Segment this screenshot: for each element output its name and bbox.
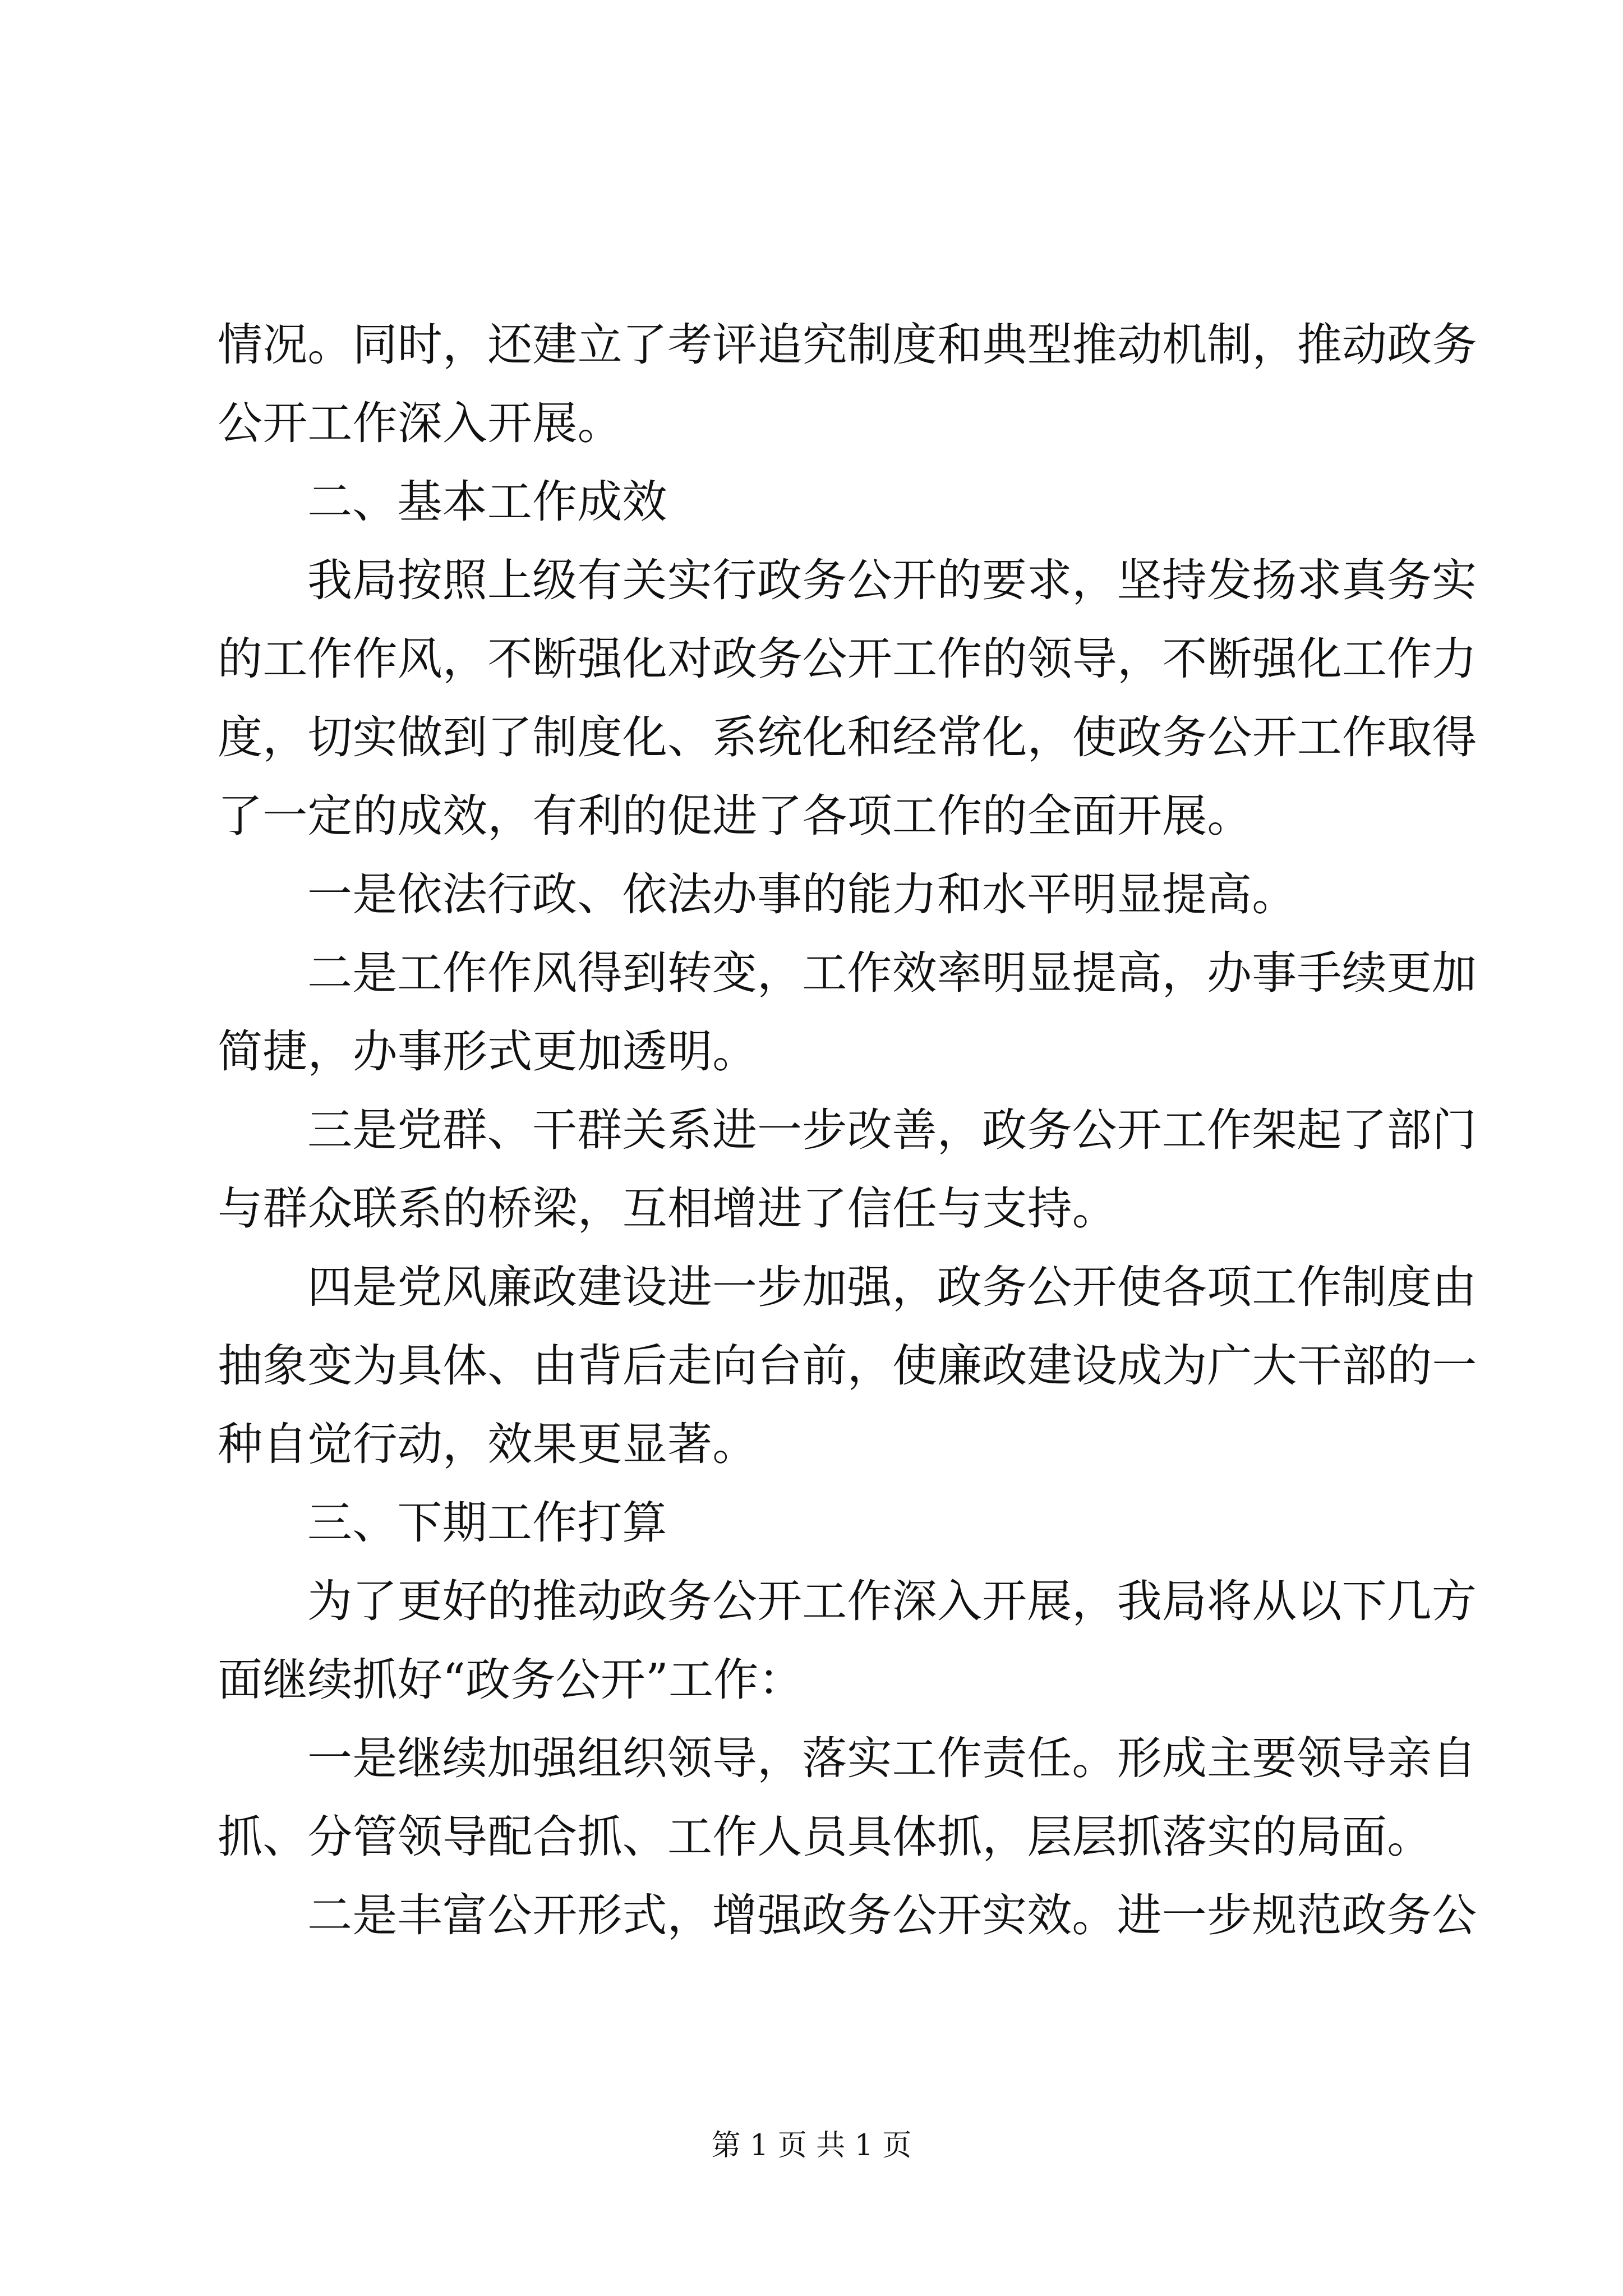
text-line: 二是丰富公开形式，增强政务公开实效。进一步规范政务公 xyxy=(307,1889,1477,1941)
text-line: 的工作作风，不断强化对政务公开工作的领导，不断强化工作力 xyxy=(218,633,1477,685)
section-heading: 二、基本工作成效 xyxy=(307,476,667,528)
text-line: 种自觉行动，效果更显著。 xyxy=(218,1418,758,1470)
text-line: 与群众联系的桥梁，互相增进了信任与支持。 xyxy=(218,1182,1117,1235)
text-line: 简捷，办事形式更加透明。 xyxy=(218,1025,758,1078)
text-line: 四是党风廉政建设进一步加强，政务公开使各项工作制度由 xyxy=(307,1261,1477,1313)
text-line: 二是工作作风得到转变，工作效率明显提高，办事手续更加 xyxy=(307,947,1477,999)
text-line: 情况。同时，还建立了考评追究制度和典型推动机制，推动政务 xyxy=(218,319,1477,371)
text-line: 一是继续加强组织领导，落实工作责任。形成主要领导亲自 xyxy=(307,1732,1477,1784)
text-line: 一是依法行政、依法办事的能力和水平明显提高。 xyxy=(307,868,1297,921)
text-line: 为了更好的推动政务公开工作深入开展，我局将从以下几方 xyxy=(307,1575,1477,1627)
document-body xyxy=(218,306,1477,1955)
text-line: 抽象变为具体、由背后走向台前，使廉政建设成为广大干部的一 xyxy=(218,1340,1477,1392)
text-line: 三是党群、干群关系进一步改善，政务公开工作架起了部门 xyxy=(307,1104,1477,1156)
text-line: 了一定的成效，有利的促进了各项工作的全面开展。 xyxy=(218,790,1252,842)
text-line: 面继续抓好“政务公开”工作： xyxy=(218,1654,804,1706)
text-line: 抓、分管领导配合抓、工作人员具体抓，层层抓落实的局面。 xyxy=(218,1811,1432,1863)
page-footer: 第 1 页 共 1 页 xyxy=(711,2129,912,2162)
text-line: 公开工作深入开展。 xyxy=(218,397,623,449)
section-heading: 三、下期工作打算 xyxy=(307,1497,667,1549)
text-line: 度，切实做到了制度化、系统化和经常化，使政务公开工作取得 xyxy=(218,711,1477,763)
text-line: 我局按照上级有关实行政务公开的要求，坚持发扬求真务实 xyxy=(307,554,1477,606)
